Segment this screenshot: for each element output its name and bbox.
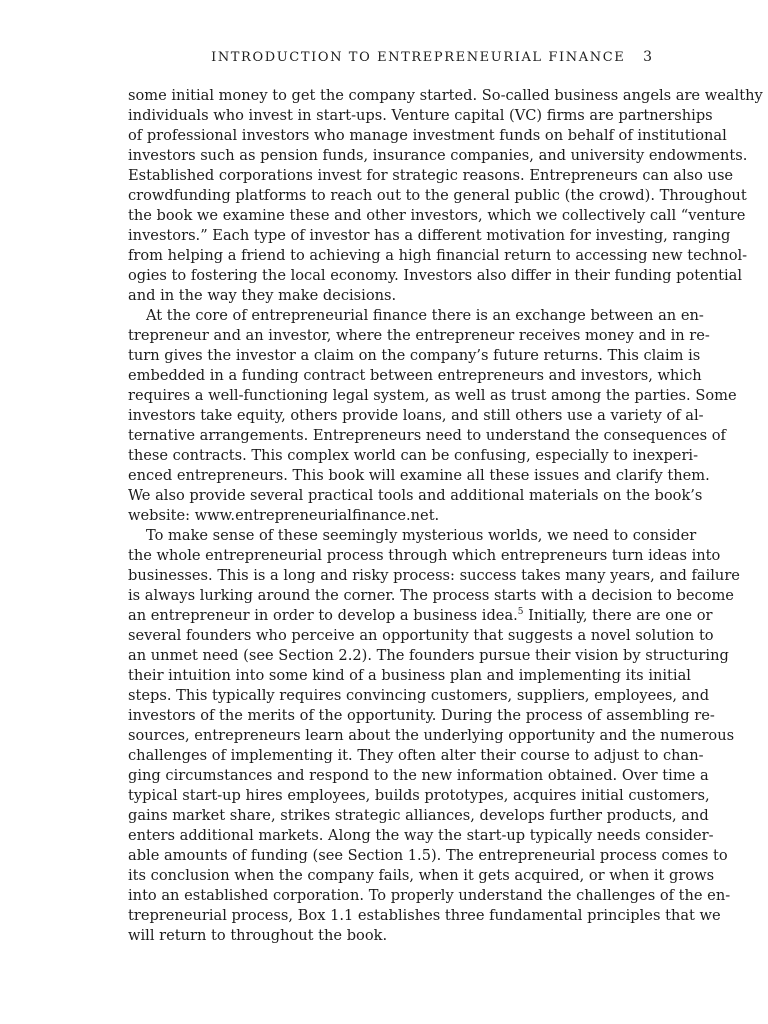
text-line: steps. This typically requires convincing customers, suppliers, employees, and (128, 687, 710, 704)
text-line: enced entrepreneurs. This book will examine all these issues and clarify them. (128, 467, 710, 484)
text-line: At the core of entrepreneurial finance there is an exchange between an en- (146, 307, 704, 324)
text-line: these contracts. This complex world can be confusing, especially to inexperi- (128, 447, 699, 464)
text-line: sources, entrepreneurs learn about the underlying opportunity and the numerous (128, 727, 735, 744)
text-line: from helping a friend to achieving a high financial return to accessing new technol- (128, 247, 748, 264)
text-line: able amounts of funding (see Section 1.5). The entrepreneurial process comes to (128, 847, 728, 864)
page-number: 3 (643, 49, 652, 65)
running-head-title: INTRODUCTION TO ENTREPRENEURIAL FINANCE (211, 50, 626, 65)
paragraph-1 (128, 86, 763, 306)
text-line: some initial money to get the company started. So-called business angels are wealthy (128, 87, 763, 104)
footnote-reference[interactable]: 5 (517, 607, 524, 618)
text-line: challenges of implementing it. They often alter their course to adjust to chan- (128, 747, 704, 764)
text-line: trepreneurial process, Box 1.1 establishes three fundamental principles that we (128, 907, 721, 924)
text-line: is always lurking around the corner. The process starts with a decision to become (128, 587, 734, 604)
text-line: and in the way they make decisions. (128, 287, 397, 304)
text-line: their intuition into some kind of a business plan and implementing its initial (128, 667, 691, 684)
text-line: will return to throughout the book. (128, 927, 388, 944)
text-line: several founders who perceive an opportunity that suggests a novel solution to (128, 627, 714, 644)
text-line-head: an entrepreneur in order to develop a business idea. (128, 607, 518, 624)
text-line: its conclusion when the company fails, when it gets acquired, or when it grows (128, 867, 715, 884)
text-line: typical start-up hires employees, builds prototypes, acquires initial customers, (128, 787, 710, 804)
text-line-tail: Initially, there are one or (523, 607, 713, 624)
text-line: embedded in a funding contract between entrepreneurs and investors, which (128, 367, 702, 384)
text-line: ternative arrangements. Entrepreneurs need to understand the consequences of (128, 427, 726, 444)
text-line (128, 606, 713, 626)
body-text (128, 86, 763, 946)
text-line: investors take equity, others provide loans, and still others use a variety of al- (128, 407, 704, 424)
text-line: ging circumstances and respond to the new information obtained. Over time a (128, 767, 709, 784)
text-line: of professional investors who manage investment funds on behalf of institutional (128, 127, 727, 144)
running-head (128, 49, 652, 65)
text-line: requires a well-functioning legal system, as well as trust among the parties. Some (128, 387, 737, 404)
text-line: investors of the merits of the opportunity. During the process of assembling re- (128, 707, 715, 724)
text-line: the book we examine these and other investors, which we collectively call “venture (128, 207, 746, 224)
text-line: into an established corporation. To properly understand the challenges of the en- (128, 887, 731, 904)
paragraph-3 (128, 526, 740, 946)
text-line: investors.” Each type of investor has a different motivation for investing, ranging (128, 227, 731, 244)
text-line: crowdfunding platforms to reach out to the general public (the crowd). Throughout (128, 187, 747, 204)
text-line: the whole entrepreneurial process through which entrepreneurs turn ideas into (128, 547, 721, 564)
text-line: Established corporations invest for strategic reasons. Entrepreneurs can also use (128, 167, 734, 184)
text-line: trepreneur and an investor, where the entrepreneur receives money and in re- (128, 327, 710, 344)
text-line: To make sense of these seemingly mysterious worlds, we need to consider (146, 527, 697, 544)
text-line: gains market share, strikes strategic alliances, develops further products, and (128, 807, 709, 824)
text-line: an unmet need (see Section 2.2). The founders pursue their vision by structuring (128, 647, 729, 664)
paragraph-2 (128, 306, 737, 526)
text-line: turn gives the investor a claim on the company’s future returns. This claim is (128, 347, 701, 364)
text-line: We also provide several practical tools and additional materials on the book’s (128, 487, 703, 504)
text-line: website: www.entrepreneurialfinance.net. (128, 507, 440, 524)
text-line: investors such as pension funds, insurance companies, and university endowments. (128, 147, 748, 164)
text-line: individuals who invest in start-ups. Venture capital (VC) firms are partnerships (128, 107, 713, 124)
text-line: enters additional markets. Along the way the start-up typically needs consider- (128, 827, 714, 844)
text-line: ogies to fostering the local economy. Investors also differ in their funding potential (128, 267, 743, 284)
text-line: businesses. This is a long and risky process: success takes many years, and failure (128, 567, 740, 584)
